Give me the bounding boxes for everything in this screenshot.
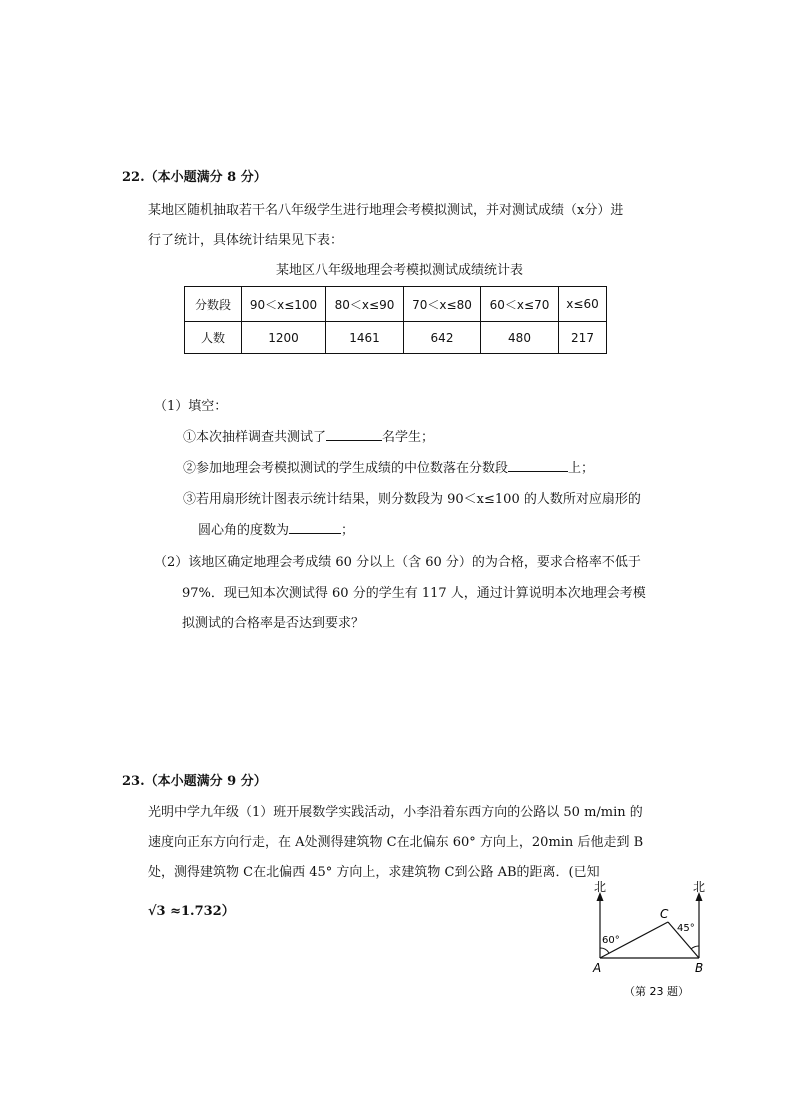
- table-cell-range: 70＜x≤80: [404, 287, 481, 322]
- figure-caption: （第 23 题）: [624, 985, 689, 998]
- point-a-label: A: [593, 961, 602, 975]
- table-cell-count: 1461: [326, 322, 404, 354]
- part2-line3: 拟测试的合格率是否达到要求？: [182, 616, 365, 631]
- q23-line4: √3 ≈1.732）: [148, 904, 235, 919]
- table-cell-range: x≤60: [559, 287, 607, 322]
- table-cell-range: 60＜x≤70: [481, 287, 559, 322]
- score-table: [184, 286, 607, 354]
- table-row-ranges: [185, 287, 607, 322]
- q22-intro-line2: 行了统计，具体统计结果见下表：: [148, 233, 344, 248]
- fill-item-3-line2: [198, 519, 354, 538]
- fill-item-1-pre: ①本次抽样调查共测试了: [183, 430, 327, 445]
- table-row-counts: [185, 322, 607, 354]
- table-cell-range: 80＜x≤90: [326, 287, 404, 322]
- table-cell-count: 642: [404, 322, 481, 354]
- north-label-b: 北: [693, 880, 706, 894]
- table-cell-range: 90＜x≤100: [242, 287, 326, 322]
- fill-item-3-pre: 圆心角的度数为: [198, 523, 290, 538]
- q23-line1: 光明中学九年级（1）班开展数学实践活动，小李沿着东西方向的公路以 50 m/min 的: [148, 805, 643, 820]
- fill-item-2: [183, 457, 594, 476]
- part2-line1: （2）该地区确定地理会考成绩 60 分以上（含 60 分）的为合格，要求合格率不低于: [154, 555, 641, 570]
- answer-blank[interactable]: [326, 426, 382, 441]
- fill-item-3-post: ；: [341, 523, 355, 538]
- q22-header: 22.（本小题满分 8 分）: [122, 170, 267, 185]
- q22-intro-line1: 某地区随机抽取若干名八年级学生进行地理会考模拟测试，并对测试成绩（x分）进: [148, 203, 624, 218]
- answer-blank[interactable]: [508, 457, 568, 472]
- part2-line2: 97%．现已知本次测试得 60 分的学生有 117 人，通过计算说明本次地理会考模: [182, 586, 646, 601]
- table-cell-count: 480: [481, 322, 559, 354]
- table-cell-label: 人数: [185, 322, 242, 354]
- table-cell-label: 分数段: [185, 287, 242, 322]
- part1-label: （1）填空：: [154, 399, 228, 414]
- fill-item-2-pre: ②参加地理会考模拟测试的学生成绩的中位数落在分数段: [183, 461, 509, 476]
- q23-header: 23.（本小题满分 9 分）: [122, 774, 267, 789]
- table-cell-count: 1200: [242, 322, 326, 354]
- q23-line3: 处，测得建筑物 C在北偏西 45° 方向上，求建筑物 C到公路 AB的距离．(已知: [148, 865, 600, 880]
- table-cell-count: 217: [559, 322, 607, 354]
- angle-a-label: 60°: [602, 935, 620, 946]
- q23-line2: 速度向正东方向行走，在 A处测得建筑物 C在北偏东 60° 方向上，20min 后他走到 B: [148, 835, 644, 850]
- answer-blank[interactable]: [289, 519, 341, 534]
- point-c-label: C: [660, 907, 669, 921]
- angle-arc-b: [691, 946, 699, 949]
- fill-item-2-post: 上；: [568, 461, 595, 476]
- angle-arc-a: [600, 948, 609, 953]
- fill-item-1: [183, 426, 434, 445]
- fill-item-3-line1: ③若用扇形统计图表示统计结果，则分数段为 90＜x≤100 的人数所对应扇形的: [183, 492, 641, 507]
- fill-item-1-post: 名学生；: [382, 430, 435, 445]
- geometry-figure: [580, 876, 720, 1001]
- north-label-a: 北: [594, 880, 607, 894]
- angle-b-label: 45°: [677, 923, 695, 934]
- point-b-label: B: [695, 961, 704, 975]
- table-title: 某地区八年级地理会考模拟测试成绩统计表: [276, 263, 524, 278]
